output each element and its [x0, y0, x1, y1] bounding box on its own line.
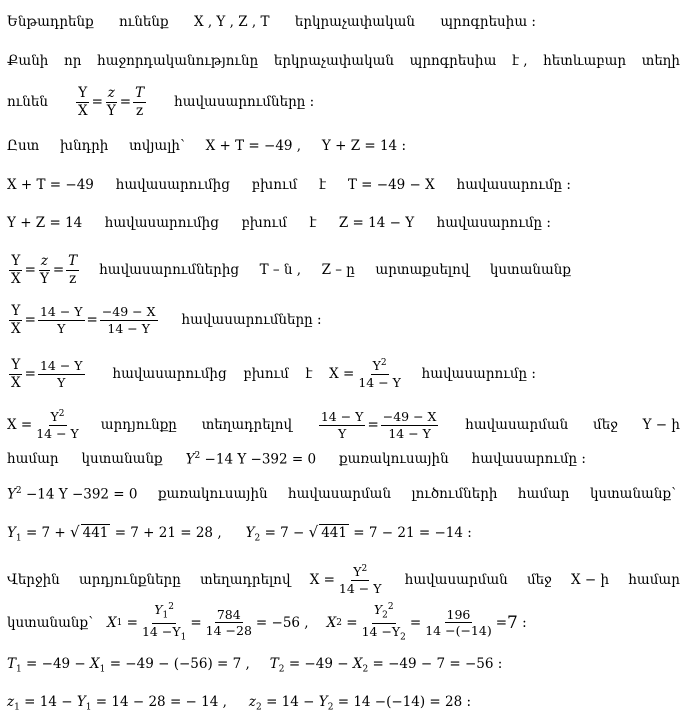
equation: T = −49 − X [347, 177, 435, 193]
fraction-t-over-z: $\frac{T}{z}$ [135, 85, 145, 119]
fraction-y1-squared: $\frac{Y_1^2}{14 -Y_1}$ [141, 602, 187, 643]
word: հավասարման [404, 572, 508, 589]
line-2 [7, 53, 680, 69]
fraction-196: $\frac{196}{14 -(-14)}$ [425, 606, 492, 639]
word: կստանանք՝ [589, 486, 676, 503]
line-8: $\frac{Y}{X}$ = $\frac{14 - Y}{Y}$ = $\frac{-49 - X}{14 - Y}$ հավասարումները : [11, 303, 322, 337]
word: բխում [243, 366, 289, 383]
word: հավասարման [465, 417, 569, 434]
word: ունեն [7, 94, 48, 111]
equation: X + T = −49 [7, 177, 94, 193]
word: հավասարումը : [471, 451, 586, 468]
word: հավասարումից [115, 177, 230, 193]
fraction-y-over-x: $\frac{Y}{X}$ [77, 85, 88, 119]
fraction-y-squared-over-14-minus-y: $\frac{Y^2}{14 - Y}$ [358, 358, 401, 390]
word: մեջ [526, 572, 552, 589]
word: հետևաբար [543, 53, 627, 69]
word: տվյալի՝ [129, 138, 185, 154]
line-10: X = $\frac{Y^2}{14 - Y}$ արդյունքը տեղադրելով $\frac{14 - Y}{Y}$ = $\frac{-49 - X}{14 - Y}$ հավասարման մեջ Y − ի [7, 409, 680, 441]
word: պրոգրեսիա : [440, 14, 536, 30]
word: Վերջին [7, 572, 60, 589]
line-7: $\frac{Y}{X}$ = $\frac{z}{Y}$ = $\frac{T}{z}$ հավասարումներից T – ն , Z – ը արտաքսելով կստանանք [11, 253, 571, 287]
line-6 [7, 215, 551, 231]
fraction-minus49-minus-x-over-14-minus-y: $\frac{-49 - X}{14 - Y}$ [382, 409, 437, 441]
word: երկրաչափական [294, 14, 415, 30]
word: տեղադրելով [200, 572, 291, 589]
word: հավասարումից [112, 366, 227, 383]
word: պրոգրեսիա [409, 53, 497, 69]
word: հավասարումը : [436, 215, 551, 231]
word: տեղադրելով [201, 417, 293, 434]
line-15: կստանանք՝ X 1 = $\frac{Y_1^2}{14 -Y_1}$ = $\frac{784}{14 -28}$ = −56 , X 2 = $\frac{Y_2^2}{14 -Y_2}$ = $\frac{196}{14 -(-14)}$ = 7 : [7, 602, 527, 643]
word: որ [64, 53, 82, 69]
word: երկրաչափական [273, 53, 394, 69]
equation: −14 Y −392 = 0 [25, 486, 138, 503]
fraction-z-over-y: $\frac{z}{Y}$ [39, 253, 49, 287]
line-1 [7, 14, 536, 30]
word: է [309, 215, 317, 231]
word: խնդրի [60, 138, 109, 154]
equation: X = [329, 366, 355, 383]
equation: Z = 14 − Y [338, 215, 415, 231]
word: կստանանք [489, 262, 571, 279]
word: համար [628, 572, 680, 589]
line-11: համար կստանանք $Y^2 -14$ Y −392 = 0 քառակուսային հավասարումը : [7, 451, 586, 468]
line-12: $Y^2 -14$ Y −392 = 0 քառակուսային հավասարման լուծումների համար կստանանք՝ [7, 486, 676, 503]
fraction-784: $\frac{784}{14 -28}$ [205, 606, 252, 639]
fraction-z-over-y: $\frac{z}{Y}$ [106, 85, 116, 119]
word: Ենթադրենք [7, 14, 94, 30]
word: է [305, 366, 313, 383]
word: հավասարումները : [174, 94, 315, 111]
fraction-14-minus-y-over-y: $\frac{14 - Y}{Y}$ [320, 409, 364, 441]
line-16: $T_1 = -49 - X_1 = -49 - (-56) = 7$ , $T_2 = -49 - X_2 = -49 - 7 = -56$ : [7, 656, 503, 675]
word: համար [7, 451, 59, 468]
fraction-t-over-z: $\frac{T}{z}$ [68, 253, 78, 287]
word: արդյունքը [100, 417, 177, 434]
equation: X + T = −49 , [205, 138, 302, 154]
word: է [319, 177, 326, 193]
word: քառակուսային [157, 486, 268, 503]
result-seven: 7 [507, 612, 518, 633]
line-17: $z_1 = 14 - Y_1 = 14 - 28$ = − 14 , $z_2 = 14 - Y_2 = 14 -(-14) = 28$ : [7, 694, 472, 713]
line-13: $Y_1 = 7$ + √ 441 = 7 + 21 = 28 , $Y_2 = 7$ − √ 441 = 7 − 21 = −14 : [7, 523, 472, 544]
equation: Y + Z = 14 : [321, 138, 406, 154]
fraction-y-over-x: $\frac{Y}{X}$ [11, 303, 21, 337]
equation: −14 Y −392 = 0 [204, 451, 317, 468]
word: հաջորդականությունը [97, 53, 259, 69]
word: հավասարումը : [421, 366, 536, 383]
word: X − ի [571, 572, 610, 589]
fraction-y-over-x: $\frac{Y}{X}$ [11, 357, 21, 391]
line-5 [7, 177, 571, 193]
word: լուծումների [411, 486, 498, 503]
line-14 [7, 565, 680, 596]
word: մեջ [593, 417, 618, 434]
word: ունենք [119, 14, 169, 30]
fraction-14-minus-y-over-y: $\frac{14 - Y}{Y}$ [39, 304, 83, 336]
equation: Y + Z = 14 [7, 215, 83, 231]
word: կստանանք՝ [7, 614, 94, 631]
line-9: $\frac{Y}{X}$ = $\frac{14 - Y}{Y}$ հավասարումից բխում է X = $\frac{Y^2}{14 - Y}$ հավասարումը : [11, 357, 536, 391]
fraction-minus49-minus-x-over-14-minus-y: $\frac{-49 - X}{14 - Y}$ [101, 304, 156, 336]
word: Z – ը [321, 262, 355, 279]
word: հավասարման [288, 486, 392, 503]
word: հավասարումը : [456, 177, 571, 193]
word: արդյունքները [78, 572, 181, 589]
word: քառակուսային [339, 451, 449, 468]
fraction-y2-squared: $\frac{Y_2^2}{14 -Y_2}$ [361, 602, 406, 643]
fraction-y-squared-over-14-minus-y: $\frac{Y^2}{14 - Y}$ [338, 564, 382, 596]
fraction-y-squared-over-14-minus-y: $\frac{Y^2}{14 - Y}$ [36, 409, 79, 441]
word: T – ն , [259, 262, 302, 279]
word: կստանանք [81, 451, 163, 468]
math-variables: X , Y , Z , T [193, 14, 270, 30]
line-4 [7, 138, 406, 154]
word: համար [517, 486, 570, 503]
word: արտաքսելով [375, 262, 470, 279]
word: բխում [251, 177, 298, 193]
word: տեղի [641, 53, 680, 69]
word: հավասարումներից [99, 262, 240, 279]
word: բխում [241, 215, 287, 231]
fraction-y-over-x: $\frac{Y}{X}$ [11, 253, 21, 287]
word: Քանի [7, 53, 49, 69]
fraction-14-minus-y-over-y: $\frac{14 - Y}{Y}$ [39, 358, 83, 390]
equation: X = [309, 572, 335, 589]
word: հավասարումները : [181, 312, 322, 329]
word: է , [512, 53, 528, 69]
line-3: ունեն $\frac{Y}{X}$ = $\frac{z}{Y}$ = $\frac{T}{z}$ հավասարումները : [7, 85, 315, 119]
word: Ըստ [7, 138, 40, 154]
word: Y − ի [642, 417, 680, 434]
word: հավասարումից [104, 215, 219, 231]
